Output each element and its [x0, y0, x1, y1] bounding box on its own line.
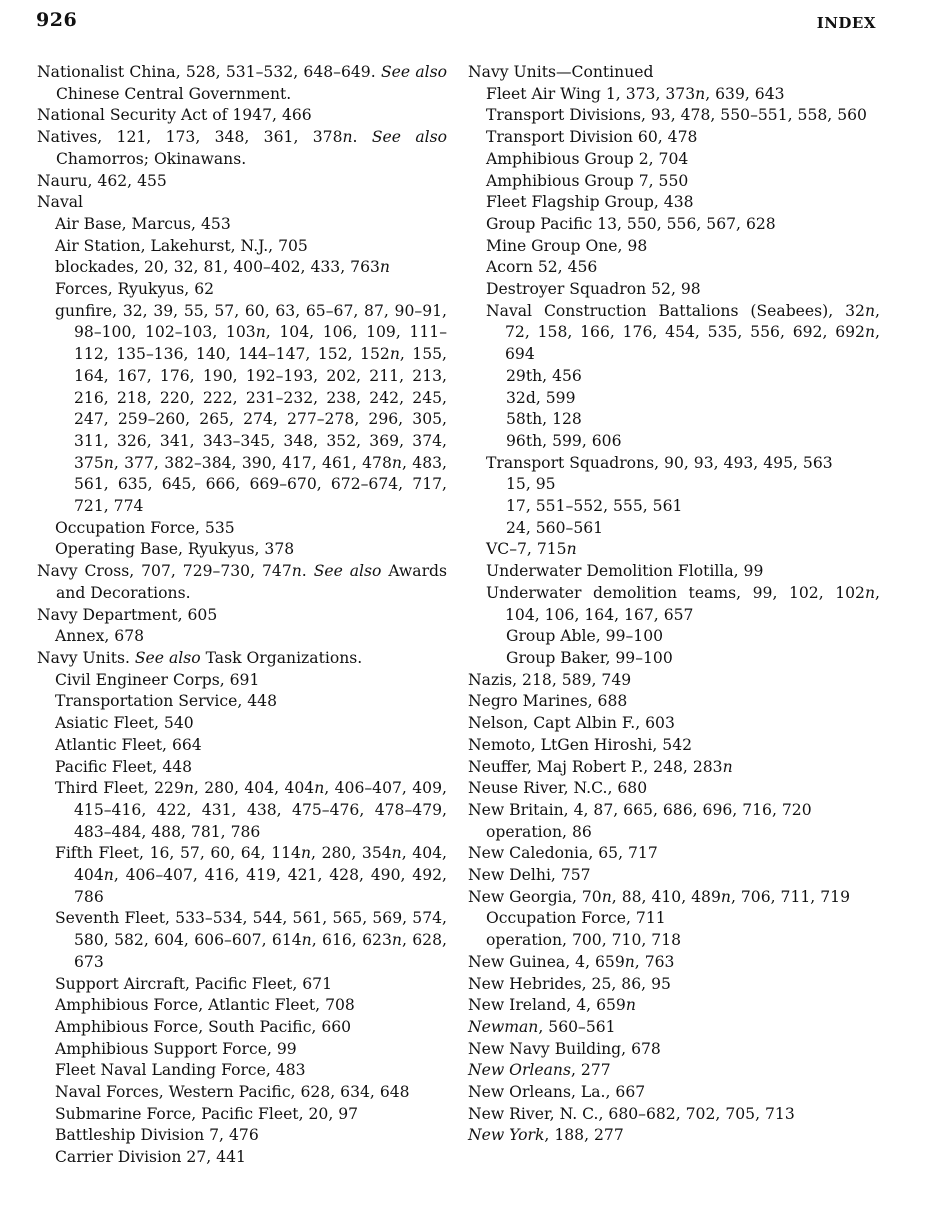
index-subentry: Amphibious Force, Atlantic Fleet, 708	[55, 996, 355, 1015]
index-entry: New York, 188, 277	[468, 1126, 624, 1145]
index-entry: Natives, 121, 173, 348, 361, 378n. See also Chamorros; Okinawans.	[37, 128, 447, 168]
index-entry: New Georgia, 70n, 88, 410, 489n, 706, 711, 719	[468, 887, 850, 906]
index-subentry: VC–7, 715n	[486, 540, 577, 559]
index-entry: National Security Act of 1947, 466	[37, 106, 312, 125]
index-subentry: 15, 95	[506, 475, 556, 494]
index-subentry: operation, 700, 710, 718	[486, 931, 682, 950]
index-subentry: Underwater demolition teams, 99, 102, 102n, 104, 106, 164, 167, 657	[486, 583, 880, 624]
index-subentry: Amphibious Group 2, 704	[486, 149, 689, 168]
index-subentry: operation, 86	[486, 822, 592, 841]
index-subentry: Transport Divisions, 93, 478, 550–551, 558, 560	[486, 106, 867, 125]
index-subentry: Destroyer Squadron 52, 98	[486, 280, 701, 299]
index-subentry: Asiatic Fleet, 540	[55, 714, 194, 733]
index-subentry: 29th, 456	[506, 366, 582, 385]
index-subentry: Operating Base, Ryukyus, 378	[55, 540, 295, 559]
index-entry: New Guinea, 4, 659n, 763	[468, 952, 675, 971]
index-subentry: Third Fleet, 229n, 280, 404, 404n, 406–407, 409, 415–416, 422, 431, 438, 475–476, 478–479, 483–484, 488, 781, 786	[55, 779, 447, 841]
index-entry: New Ireland, 4, 659n	[468, 996, 636, 1015]
index-entry: New Hebrides, 25, 86, 95	[468, 974, 671, 993]
index-entry: Nemoto, LtGen Hiroshi, 542	[468, 735, 693, 754]
page-number: 926	[36, 9, 78, 31]
index-subentry: Transport Division 60, 478	[486, 128, 698, 147]
index-subentry: Air Base, Marcus, 453	[55, 214, 231, 233]
index-subentry: Fleet Naval Landing Force, 483	[55, 1061, 306, 1080]
index-column-right	[468, 62, 880, 1147]
index-entry: Naval	[37, 193, 84, 212]
index-entry: Nazis, 218, 589, 749	[468, 670, 632, 689]
index-subentry: Amphibious Group 7, 550	[486, 171, 689, 190]
index-entry: New Delhi, 757	[468, 866, 591, 885]
index-entry: New Orleans, 277	[468, 1061, 611, 1080]
index-subentry: 96th, 599, 606	[506, 431, 622, 450]
index-entry: New Britain, 4, 87, 665, 686, 696, 716, 720	[468, 800, 812, 819]
index-subentry: Group Baker, 99–100	[506, 648, 673, 667]
index-subentry: Transportation Service, 448	[55, 692, 278, 711]
index-entry: Nelson, Capt Albin F., 603	[468, 714, 675, 733]
index-entry: New Orleans, La., 667	[468, 1083, 646, 1102]
index-subentry: Amphibious Force, South Pacific, 660	[55, 1017, 352, 1036]
index-entry: New Navy Building, 678	[468, 1039, 661, 1058]
index-subentry: Carrier Division 27, 441	[55, 1148, 246, 1167]
index-subentry: Pacific Fleet, 448	[55, 757, 193, 776]
index-entry: New River, N. C., 680–682, 702, 705, 713	[468, 1104, 795, 1123]
index-subentry: Occupation Force, 535	[55, 518, 235, 537]
index-subentry: Forces, Ryukyus, 62	[55, 280, 215, 299]
index-subentry: Naval Construction Battalions (Seabees), 32n, 72, 158, 166, 176, 454, 535, 556, 692, 692n, 694	[486, 301, 880, 364]
index-entry: Neuffer, Maj Robert P., 248, 283n	[468, 757, 733, 776]
index-subentry: Group Able, 99–100	[506, 627, 664, 646]
index-entry: Navy Units. See also Task Organizations.	[37, 648, 363, 667]
index-subentry: blockades, 20, 32, 81, 400–402, 433, 763n	[55, 258, 390, 277]
index-subentry: Fifth Fleet, 16, 57, 60, 64, 114n, 280, 354n, 404, 404n, 406–407, 416, 419, 421, 428, 490, 492, 786	[55, 844, 448, 906]
index-subentry: Mine Group One, 98	[486, 236, 648, 255]
index-subentry: Acorn 52, 456	[486, 258, 598, 277]
index-entry: Navy Department, 605	[37, 605, 218, 624]
index-entry: Nationalist China, 528, 531–532, 648–649. See also Chinese Central Government.	[37, 63, 447, 103]
index-subentry: Transport Squadrons, 90, 93, 493, 495, 563	[486, 453, 833, 472]
index-subentry: 58th, 128	[506, 410, 582, 429]
index-entry: Negro Marines, 688	[468, 692, 628, 711]
index-subentry: Submarine Force, Pacific Fleet, 20, 97	[55, 1104, 359, 1123]
index-subentry: Underwater Demolition Flotilla, 99	[486, 562, 764, 581]
index-subentry: Battleship Division 7, 476	[55, 1126, 259, 1145]
index-subentry: Fleet Flagship Group, 438	[486, 193, 694, 212]
index-entry: Nauru, 462, 455	[37, 171, 167, 190]
index-subentry: Group Pacific 13, 550, 556, 567, 628	[486, 214, 776, 233]
index-subentry: Amphibious Support Force, 99	[55, 1039, 297, 1058]
index-subentry: 24, 560–561	[506, 518, 604, 537]
index-entry: Newman, 560–561	[468, 1017, 616, 1036]
index-subentry: Annex, 678	[55, 627, 145, 646]
index-subentry: Atlantic Fleet, 664	[55, 735, 202, 754]
index-subentry: Civil Engineer Corps, 691	[55, 670, 260, 689]
index-subentry: Air Station, Lakehurst, N.J., 705	[55, 236, 308, 255]
index-entry: Neuse River, N.C., 680	[468, 779, 648, 798]
index-subentry: 32d, 599	[506, 388, 576, 407]
index-entry: Navy Cross, 707, 729–730, 747n. See also Awards and Decorations.	[37, 562, 448, 602]
index-subentry: Fleet Air Wing 1, 373, 373n, 639, 643	[486, 84, 785, 103]
index-subentry: Naval Forces, Western Pacific, 628, 634, 648	[55, 1083, 410, 1102]
index-subentry: Seventh Fleet, 533–534, 544, 561, 565, 569, 574, 580, 582, 604, 606–607, 614n, 616, 623n, 628, 673	[55, 909, 447, 971]
index-column-left	[37, 62, 447, 1169]
index-entry: New Caledonia, 65, 717	[468, 844, 658, 863]
index-subentry: Support Aircraft, Pacific Fleet, 671	[55, 974, 333, 993]
index-subentry: Occupation Force, 711	[486, 909, 666, 928]
index-subentry: gunfire, 32, 39, 55, 57, 60, 63, 65–67, 87, 90–91, 98–100, 102–103, 103n, 104, 106, 109, 111–112, 135–136, 140, 144–147, 152, 152n, 155, 164, 167, 176, 190, 192–193, 202, 211, 213, 216, 218, 220, 222, 231–232, 238, 242, 245, 247, 259–260, 265, 274, 277–278, 296, 305, 311, 326, 341, 343–345, 348, 352, 369, 374, 375n, 377, 382–384, 390, 417, 461, 478n, 483, 561, 635, 645, 666, 669–670, 672–674, 717, 721, 774	[55, 301, 447, 516]
index-entry: Navy Units—Continued	[468, 63, 654, 81]
running-head: INDEX	[816, 14, 876, 32]
index-subentry: 17, 551–552, 555, 561	[506, 497, 683, 516]
